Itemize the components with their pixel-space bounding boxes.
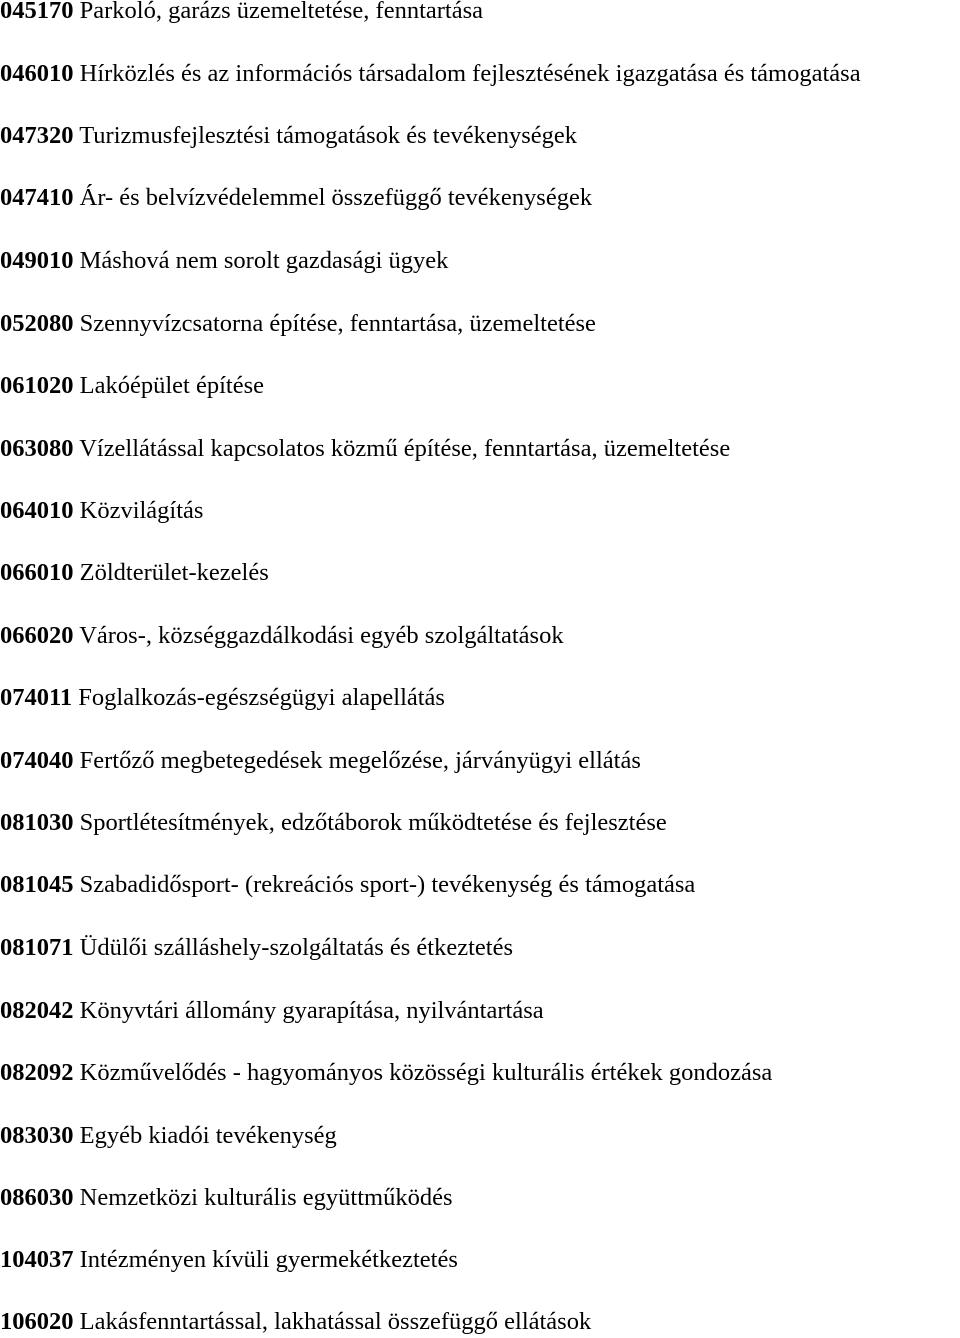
activity-label: Vízellátással kapcsolatos közmű építése, fenntartása, üzemeltetése (79, 435, 731, 462)
list-item (0, 1058, 772, 1088)
activity-label: Szennyvízcsatorna építése, fenntartása, üzemeltetése (79, 310, 596, 337)
activity-label: Üdülői szálláshely-szolgáltatás és étkeztetés (79, 934, 513, 961)
list-item (0, 933, 513, 963)
activity-code: 066020 (0, 622, 74, 649)
activity-code: 086030 (0, 1184, 74, 1211)
activity-label: Foglalkozás-egészségügyi alapellátás (78, 684, 445, 711)
activity-label: Lakóépület építése (79, 372, 264, 399)
activity-label: Lakásfenntartással, lakhatással összefüggő ellátások (79, 1308, 592, 1335)
activity-code: 064010 (0, 497, 74, 524)
list-item (0, 870, 695, 900)
list-item (0, 1307, 591, 1337)
list-item (0, 1245, 458, 1275)
activity-label: Zöldterület-kezelés (79, 559, 269, 586)
activity-label: Ár- és belvízvédelemmel összefüggő tevékenységek (79, 184, 593, 211)
list-item (0, 808, 667, 838)
activity-code: 074011 (0, 684, 73, 711)
list-item (0, 558, 269, 588)
activity-code: 082042 (0, 997, 74, 1024)
activity-code: 083030 (0, 1122, 74, 1149)
activity-label: Szabadidősport- (rekreációs sport-) tevékenység és támogatása (79, 871, 696, 898)
activity-label: Fertőző megbetegedések megelőzése, járványügyi ellátás (79, 747, 641, 774)
activity-label: Közművelődés - hagyományos közösségi kulturális értékek gondozása (79, 1059, 773, 1086)
list-item (0, 496, 203, 526)
activity-code: 052080 (0, 310, 74, 337)
activity-code: 081030 (0, 809, 74, 836)
activity-code: 049010 (0, 247, 74, 274)
activity-code: 074040 (0, 747, 74, 774)
list-item (0, 746, 641, 776)
activity-code: 047320 (0, 122, 74, 149)
activity-label: Nemzetközi kulturális együttműködés (79, 1184, 453, 1211)
activity-label: Egyéb kiadói tevékenység (79, 1122, 337, 1149)
activity-code: 081071 (0, 934, 74, 961)
list-item (0, 683, 445, 713)
list-item (0, 59, 861, 89)
activity-label: Intézményen kívüli gyermekétkeztetés (79, 1246, 458, 1273)
activity-code: 047410 (0, 184, 74, 211)
list-item (0, 309, 596, 339)
activity-code: 082092 (0, 1059, 74, 1086)
activity-code: 106020 (0, 1308, 74, 1335)
list-item (0, 371, 264, 401)
activity-code: 063080 (0, 435, 74, 462)
activity-label: Turizmusfejlesztési támogatások és tevékenységek (79, 122, 577, 149)
activity-code: 061020 (0, 372, 74, 399)
activity-code: 104037 (0, 1246, 74, 1273)
activity-code: 081045 (0, 871, 74, 898)
list-item (0, 246, 448, 276)
activity-label: Város-, községgazdálkodási egyéb szolgáltatások (79, 622, 564, 649)
activity-label: Sportlétesítmények, edzőtáborok működtetése és fejlesztése (79, 809, 667, 836)
list-item (0, 1121, 337, 1151)
activity-label: Máshová nem sorolt gazdasági ügyek (79, 247, 449, 274)
list-item (0, 996, 544, 1026)
activity-label: Könyvtári állomány gyarapítása, nyilvántartása (79, 997, 544, 1024)
activity-code: 066010 (0, 559, 74, 586)
list-item (0, 621, 564, 651)
activity-label: Parkoló, garázs üzemeltetése, fenntartása (79, 0, 484, 24)
activity-code: 045170 (0, 0, 74, 24)
list-item (0, 434, 730, 464)
activity-code: 046010 (0, 60, 74, 87)
list-item (0, 1183, 452, 1213)
list-item (0, 183, 592, 213)
list-item (0, 121, 577, 151)
list-item (0, 0, 483, 26)
activity-label: Hírközlés és az információs társadalom fejlesztésének igazgatása és támogatása (79, 60, 861, 87)
activity-label: Közvilágítás (79, 497, 204, 524)
